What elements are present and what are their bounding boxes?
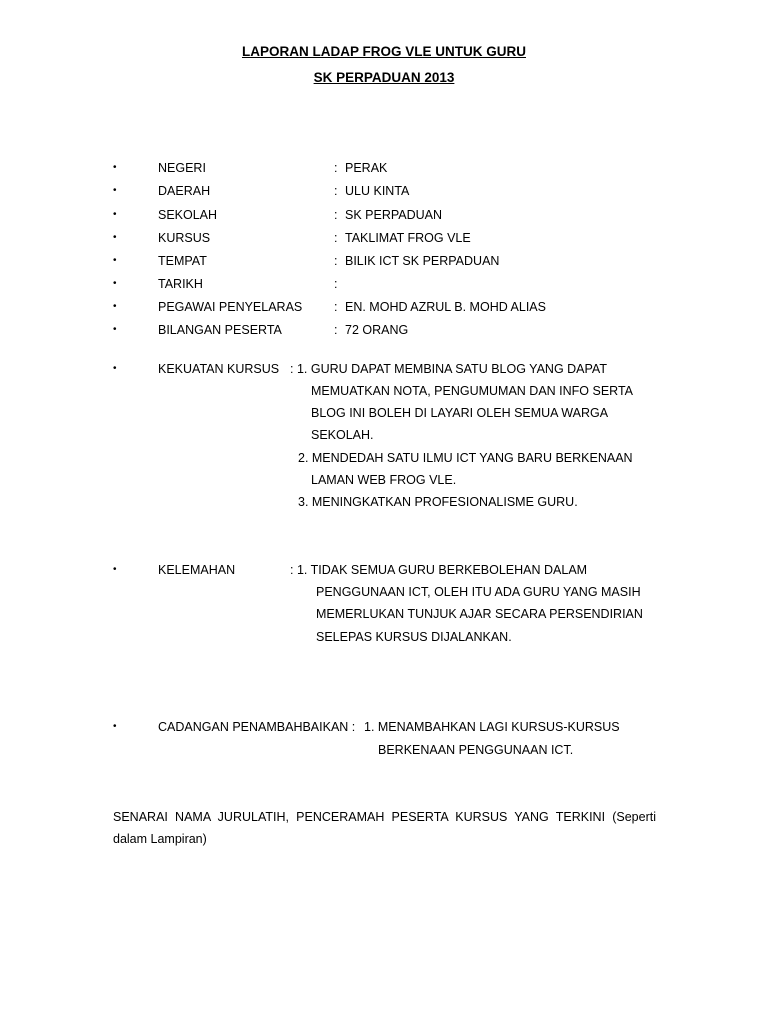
cadangan-line: BERKENAAN PENGGUNAAN ICT. (378, 743, 574, 757)
kekuatan-line: 2. MENDEDAH SATU ILMU ICT YANG BARU BERKENAAN (298, 451, 633, 465)
field-label: KURSUS (158, 231, 211, 245)
field-colon: : (334, 161, 338, 175)
kelemahan-line: MEMERLUKAN TUNJUK AJAR SECARA PERSENDIRIAN (316, 607, 643, 621)
kelemahan-line: PENGGUNAAN ICT, OLEH ITU ADA GURU YANG MASIH (316, 585, 641, 599)
document-subtitle: SK PERPADUAN 2013 (313, 70, 455, 85)
kekuatan-line: : 1. GURU DAPAT MEMBINA SATU BLOG YANG DAPAT (290, 362, 607, 376)
field-value: SK PERPADUAN (345, 208, 443, 222)
bullet-icon: • (113, 721, 117, 732)
bullet-icon: • (113, 185, 117, 196)
field-value: 72 ORANG (345, 323, 409, 337)
kelemahan-line: SELEPAS KURSUS DIJALANKAN. (316, 630, 512, 644)
field-label: SEKOLAH (158, 208, 218, 222)
field-colon: : (334, 184, 338, 198)
footer-paragraph: SENARAI NAMA JURULATIH, PENCERAMAH PESERTA KURSUS YANG TERKINI (Seperti dalam Lampiran) (113, 810, 656, 846)
field-colon: : (334, 277, 338, 291)
field-colon: : (334, 300, 338, 314)
kekuatan-line: BLOG INI BOLEH DI LAYARI OLEH SEMUA WARGA (311, 406, 609, 420)
field-value: EN. MOHD AZRUL B. MOHD ALIAS (345, 300, 546, 314)
field-label: PEGAWAI PENYELARAS (158, 300, 303, 314)
cadangan-line: 1. MENAMBAHKAN LAGI KURSUS-KURSUS (364, 720, 620, 734)
field-colon: : (334, 208, 338, 222)
field-label: TEMPAT (158, 254, 207, 268)
bullet-icon: • (113, 301, 117, 312)
field-label: BILANGAN PESERTA (158, 323, 282, 337)
bullet-icon: • (113, 255, 117, 266)
field-colon: : (334, 231, 338, 245)
kekuatan-line: LAMAN WEB FROG VLE. (311, 473, 457, 487)
kekuatan-line: 3. MENINGKATKAN PROFESIONALISME GURU. (298, 495, 578, 509)
field-label: DAERAH (158, 184, 211, 198)
bullet-icon: • (113, 324, 117, 335)
bullet-icon: • (113, 232, 117, 243)
kelemahan-label: KELEMAHAN (158, 563, 236, 577)
bullet-icon: • (113, 564, 117, 575)
kekuatan-line: MEMUATKAN NOTA, PENGUMUMAN DAN INFO SERTA (311, 384, 634, 398)
kelemahan-line: : 1. TIDAK SEMUA GURU BERKEBOLEHAN DALAM (290, 563, 588, 577)
field-value: PERAK (345, 161, 388, 175)
document-title: LAPORAN LADAP FROG VLE UNTUK GURU (241, 44, 526, 59)
kekuatan-label: KEKUATAN KURSUS (158, 362, 280, 376)
field-label: NEGERI (158, 161, 206, 175)
field-value: TAKLIMAT FROG VLE (345, 231, 471, 245)
field-value: ULU KINTA (345, 184, 410, 198)
bullet-icon: • (113, 363, 117, 374)
kekuatan-line: SEKOLAH. (311, 428, 374, 442)
cadangan-label: CADANGAN PENAMBAHBAIKAN : (158, 720, 356, 734)
field-value: BILIK ICT SK PERPADUAN (345, 254, 500, 268)
field-colon: : (334, 323, 338, 337)
field-colon: : (334, 254, 338, 268)
bullet-icon: • (113, 162, 117, 173)
bullet-icon: • (113, 278, 117, 289)
bullet-icon: • (113, 209, 117, 220)
field-label: TARIKH (158, 277, 203, 291)
